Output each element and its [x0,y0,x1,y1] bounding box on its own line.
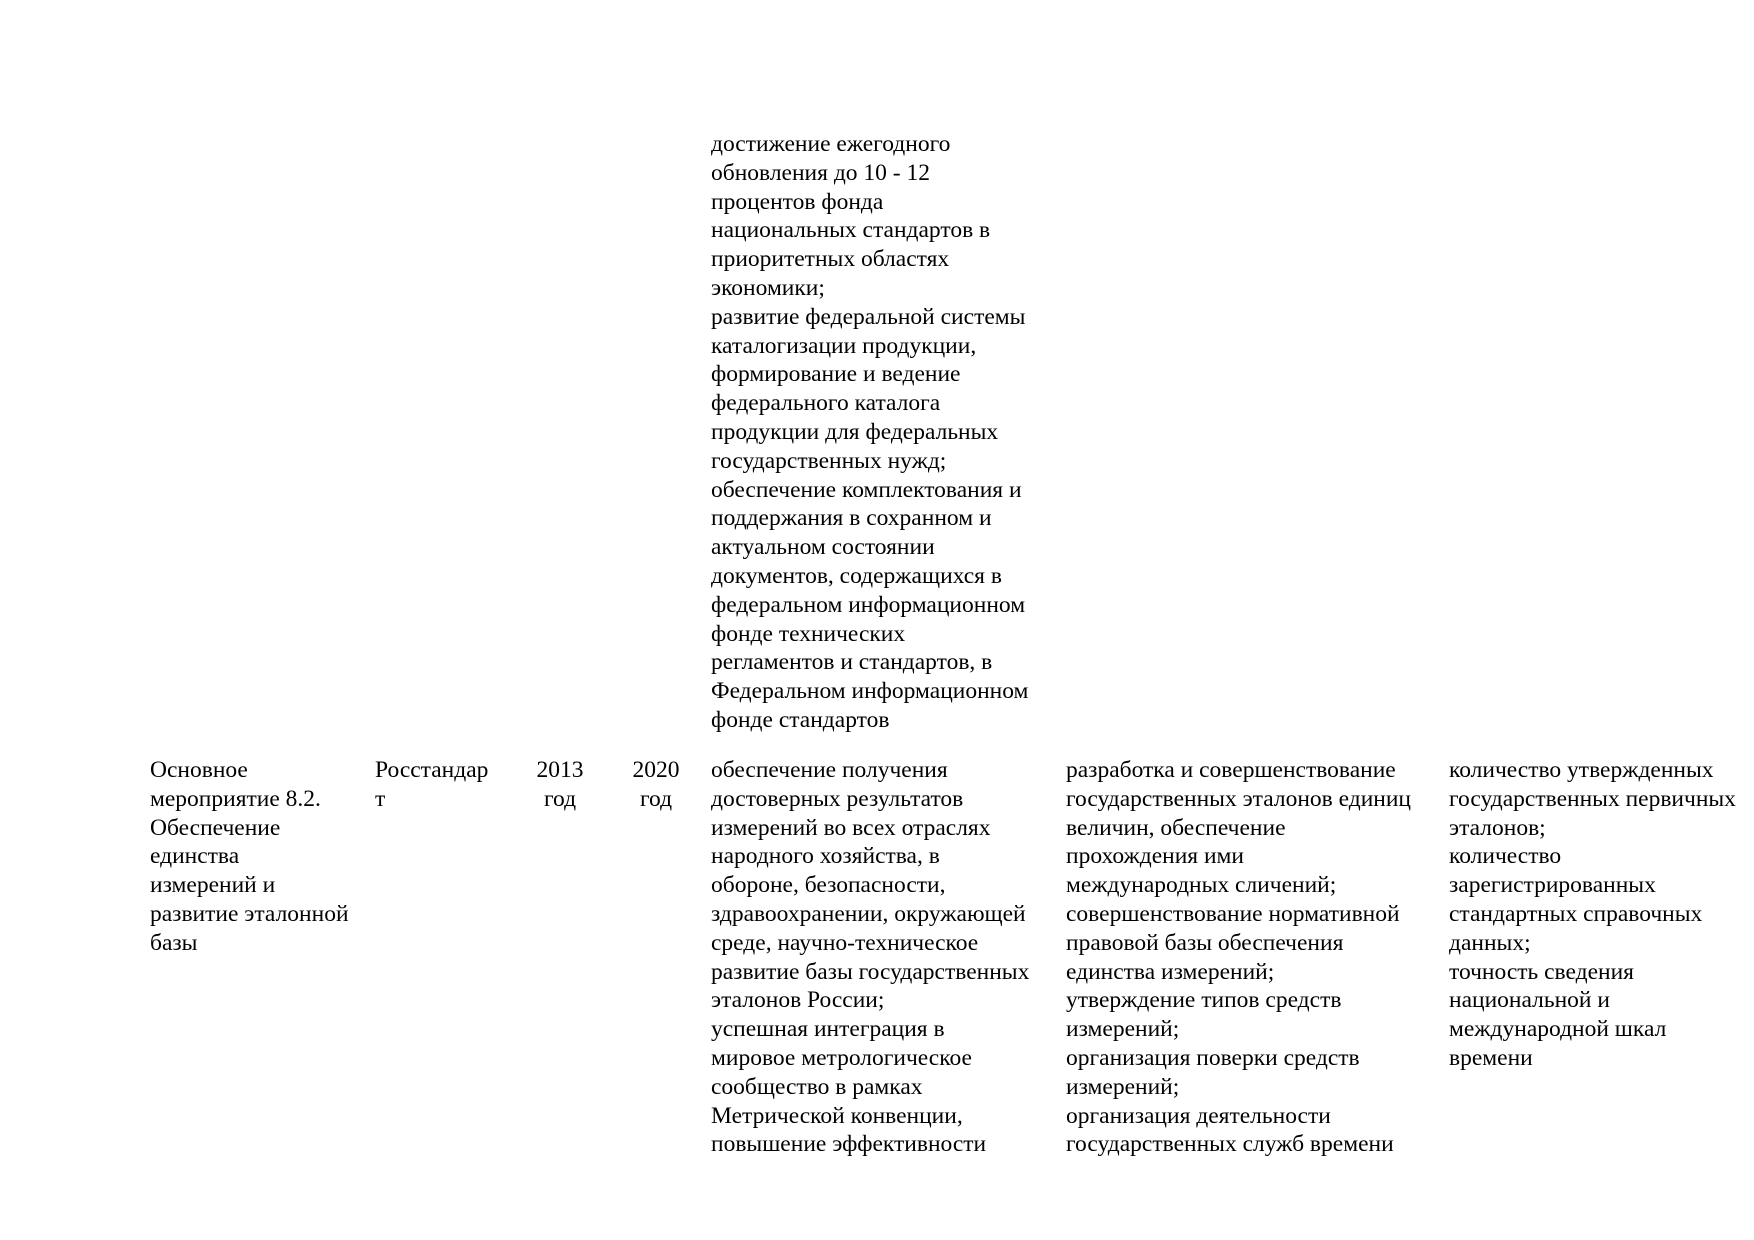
text-line: Обеспечение [150,814,281,841]
text-line: федеральном информационном [711,591,1026,618]
text-line: 2013 [536,757,584,783]
text-line: достижение ежегодного [711,131,951,157]
text-line: достоверных результатов [711,785,964,812]
text-line: национальных стандартов в [711,217,991,244]
indicators-cell [1449,756,1736,1073]
text-line: процентов фонда [711,188,884,215]
text-line: точность сведения [1449,958,1634,985]
start-year-cell [527,756,593,814]
text-line: развитие базы государственных [711,958,1030,985]
text-line: данных; [1449,929,1531,956]
text-line: государственных эталонов единиц [1066,785,1412,812]
text-line: совершенствование нормативной [1066,900,1400,927]
text-line: мероприятие 8.2. [150,785,321,812]
text-line: федерального каталога [711,390,941,417]
result-text-continuation [711,130,1028,735]
text-line: правовой базы обеспечения [1066,929,1344,956]
text-line: национальной и [1449,987,1610,1014]
text-line: измерений; [1066,1073,1180,1100]
text-line: обеспечение комплектования и [711,476,1022,503]
text-line: актуальном состоянии [711,534,935,561]
text-line: единства измерений; [1066,958,1275,985]
text-line: обеспечение получения [711,757,948,783]
text-line: фонде стандартов [711,706,890,733]
text-line: приоритетных областях [711,246,950,273]
text-line: стандартных справочных [1449,900,1703,927]
text-line: успешная интеграция в [711,1016,945,1043]
text-line: количество утвержденных [1449,757,1714,783]
text-line: повышение эффективности [711,1131,987,1158]
text-line: Метрической конвенции, [711,1102,963,1129]
text-line: Росстандар [375,757,489,783]
text-line: величин, обеспечение [1066,814,1286,841]
text-line: год [639,785,673,812]
text-line: обороне, безопасности, [711,872,946,899]
text-line: среде, научно-техническое [711,929,979,956]
text-line: государственных первичных [1449,785,1736,812]
main-directions-cell [1066,756,1411,1159]
text-line: организация поверки средств [1066,1044,1360,1071]
text-line: каталогизации продукции, [711,332,977,359]
text-line: год [543,785,577,812]
text-line: измерений и [150,872,276,899]
text-line: развитие федеральной системы [711,303,1026,330]
text-line: формирование и ведение [711,361,961,388]
text-line: обновления до 10 - 12 [711,159,930,186]
text-line: международных сличений; [1066,872,1337,899]
text-line: разработка и совершенствование [1066,757,1396,783]
text-line: продукции для федеральных [711,418,999,445]
text-line: организация деятельности [1066,1102,1331,1129]
text-line: зарегистрированных [1449,872,1656,899]
text-line: эталонов; [1449,814,1546,841]
end-year-cell [623,756,689,814]
text-line: измерений во всех отраслях [711,814,991,841]
text-line: международной шкал [1449,1016,1667,1043]
text-line: Основное [150,757,248,783]
text-line: экономики; [711,274,825,301]
executor-cell [375,756,488,814]
text-line: базы [150,929,198,956]
text-line: т [375,785,386,812]
text-line: поддержания в сохранном и [711,505,992,532]
text-line: единства [150,843,240,870]
text-line: регламентов и стандартов, в [711,649,993,676]
text-line: мировое метрологическое [711,1044,972,1071]
text-line: государственных нужд; [711,447,947,474]
text-line: утверждение типов средств [1066,987,1342,1014]
text-line: измерений; [1066,1016,1180,1043]
text-line: сообщество в рамках [711,1073,923,1100]
text-line: прохождения ими [1066,843,1244,870]
text-line: эталонов России; [711,987,885,1014]
text-line: здравоохранении, окружающей [711,900,1026,927]
expected-result-cell [711,756,1029,1159]
text-line: народного хозяйства, в [711,843,940,870]
text-line: количество [1449,843,1562,870]
activity-name-cell [150,756,349,958]
text-line: фонде технических [711,620,906,647]
text-line: времени [1449,1044,1533,1071]
text-line: Федеральном информационном [711,678,1029,705]
text-line: 2020 [632,757,680,783]
text-line: государственных служб времени [1066,1131,1394,1158]
text-line: развитие эталонной [150,900,349,927]
text-line: документов, содержащихся в [711,562,1002,589]
